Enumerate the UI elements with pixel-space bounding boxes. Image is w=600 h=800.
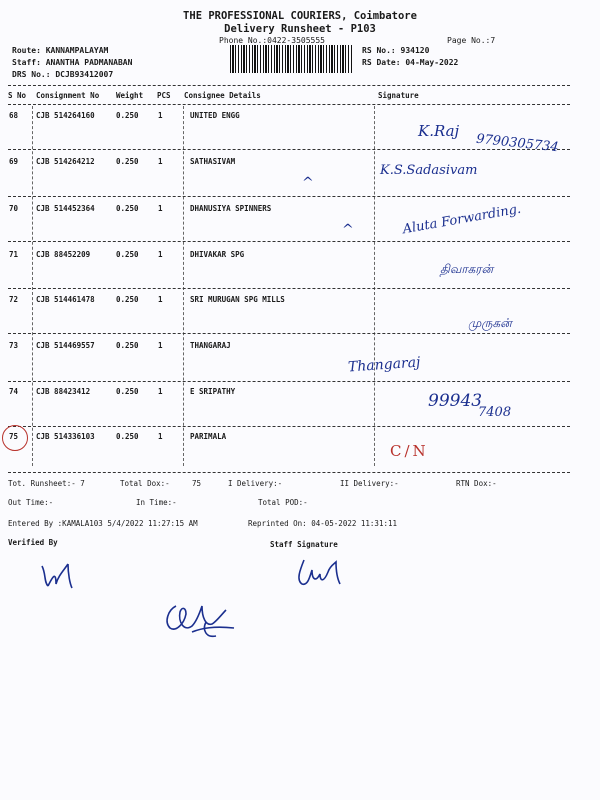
- row-weight: 0.250: [116, 387, 139, 396]
- handwritten-name: K.Raj: [418, 122, 460, 140]
- row-sno: 70: [9, 204, 19, 213]
- row-consignee: E SRIPATHY: [190, 387, 236, 396]
- row-weight: 0.250: [116, 111, 139, 120]
- table-top-rule: [8, 85, 570, 86]
- row-sno: 75: [9, 432, 19, 441]
- verified-by: Verified By: [8, 538, 58, 547]
- row-rule: [8, 381, 570, 382]
- red-handwritten-mark: C/N: [390, 442, 429, 460]
- row-rule: [8, 333, 570, 334]
- rtn-dox: RTN Dox:-: [456, 479, 497, 488]
- i-delivery: I Delivery:-: [228, 479, 283, 488]
- row-sno: 72: [9, 295, 19, 304]
- total-dox-value: 75: [192, 479, 202, 488]
- col-divider: [32, 106, 33, 466]
- row-pcs: 1: [158, 432, 163, 441]
- row-pcs: 1: [158, 295, 163, 304]
- row-consignment: CJB 514264212: [36, 157, 95, 166]
- row-consignment: CJB 514264160: [36, 111, 95, 120]
- row-weight: 0.250: [116, 341, 139, 350]
- red-circle-mark: [2, 425, 28, 451]
- table-bottom-rule: [8, 472, 570, 473]
- handwritten-number: 99943: [428, 391, 483, 411]
- entered-by: Entered By :KAMALA103 5/4/2022 11:27:15 AM: [8, 519, 198, 528]
- row-rule: [8, 149, 570, 150]
- page-number: Page No.:7: [447, 36, 496, 45]
- row-pcs: 1: [158, 204, 163, 213]
- route-label: Route: KANNAMPALAYAM: [12, 46, 109, 55]
- row-pcs: 1: [158, 387, 163, 396]
- verified-signature: [38, 560, 78, 592]
- row-weight: 0.250: [116, 204, 139, 213]
- row-consignee: SATHASIVAM: [190, 157, 236, 166]
- row-weight: 0.250: [116, 157, 139, 166]
- staff-signature: [294, 556, 346, 592]
- row-consignee: UNITED ENGG: [190, 111, 240, 120]
- handwritten-name: திவாகரன்: [440, 262, 494, 276]
- out-time: Out Time:-: [8, 498, 54, 507]
- row-consignee: DHANUSIYA SPINNERS: [190, 204, 272, 213]
- row-sno: 71: [9, 250, 19, 259]
- col-consignment: Consignment No: [36, 91, 100, 100]
- row-pcs: 1: [158, 111, 163, 120]
- phone-number: Phone No.:0422-3505555: [219, 36, 325, 45]
- handwritten-name: முருகன்: [468, 316, 512, 330]
- row-consignment: CJB 514336103: [36, 432, 95, 441]
- row-sno: 69: [9, 157, 19, 166]
- row-consignment: CJB 514452364: [36, 204, 95, 213]
- total-dox-label: Total Dox:-: [120, 479, 170, 488]
- row-consignee: PARIMALA: [190, 432, 227, 441]
- row-sno: 68: [9, 111, 19, 120]
- row-consignee: THANGARAJ: [190, 341, 231, 350]
- drs-number: DRS No.: DCJB93412007: [12, 70, 114, 79]
- tot-runsheet: Tot. Runsheet:- 7: [8, 479, 85, 488]
- total-pod: Total POD:-: [258, 498, 308, 507]
- row-sno: 74: [9, 387, 19, 396]
- runsheet-title: Delivery Runsheet - P103: [224, 23, 376, 35]
- row-pcs: 1: [158, 157, 163, 166]
- row-rule: [8, 426, 570, 427]
- rs-number: RS No.: 934120: [362, 46, 430, 55]
- row-weight: 0.250: [116, 250, 139, 259]
- handwritten-tick: ^: [342, 222, 354, 238]
- staff-signature-label: Staff Signature: [270, 540, 338, 549]
- col-sno: S No: [8, 91, 27, 100]
- row-rule: [8, 196, 570, 197]
- col-divider: [183, 106, 184, 466]
- in-time: In Time:-: [136, 498, 177, 507]
- handwritten-name: Thangaraj: [347, 354, 421, 376]
- handwritten-number: 7408: [478, 405, 512, 420]
- rs-date: RS Date: 04-May-2022: [362, 58, 459, 67]
- company-title: THE PROFESSIONAL COURIERS, Coimbatore: [183, 10, 417, 22]
- header-rule: [8, 104, 570, 105]
- row-consignee: DHIVAKAR SPG: [190, 250, 245, 259]
- row-consignment: CJB 88423412: [36, 387, 91, 396]
- row-weight: 0.250: [116, 432, 139, 441]
- row-consignee: SRI MURUGAN SPG MILLS: [190, 295, 285, 304]
- handwritten-name: K.S.Sadasivam: [380, 163, 478, 178]
- col-divider: [374, 106, 375, 466]
- row-consignment: CJB 514469557: [36, 341, 95, 350]
- col-pcs: PCS: [157, 91, 171, 100]
- handwritten-phone: 9790305734: [475, 131, 560, 156]
- row-rule: [8, 241, 570, 242]
- col-consignee: Consignee Details: [184, 91, 261, 100]
- reprinted-on: Reprinted On: 04-05-2022 11:31:11: [248, 519, 398, 528]
- staff-label: Staff: ANANTHA PADMANABAN: [12, 58, 133, 67]
- ii-delivery: II Delivery:-: [340, 479, 399, 488]
- handwritten-signature: [162, 592, 242, 644]
- row-pcs: 1: [158, 250, 163, 259]
- row-pcs: 1: [158, 341, 163, 350]
- handwritten-tick: ^: [302, 175, 314, 191]
- row-weight: 0.250: [116, 295, 139, 304]
- row-consignment: CJB 514461478: [36, 295, 95, 304]
- handwritten-note: Aluta Forwarding.: [401, 201, 523, 238]
- barcode: [230, 45, 352, 73]
- row-rule: [8, 288, 570, 289]
- col-signature: Signature: [378, 91, 419, 100]
- row-sno: 73: [9, 341, 19, 350]
- col-weight: Weight: [116, 91, 144, 100]
- row-consignment: CJB 88452209: [36, 250, 91, 259]
